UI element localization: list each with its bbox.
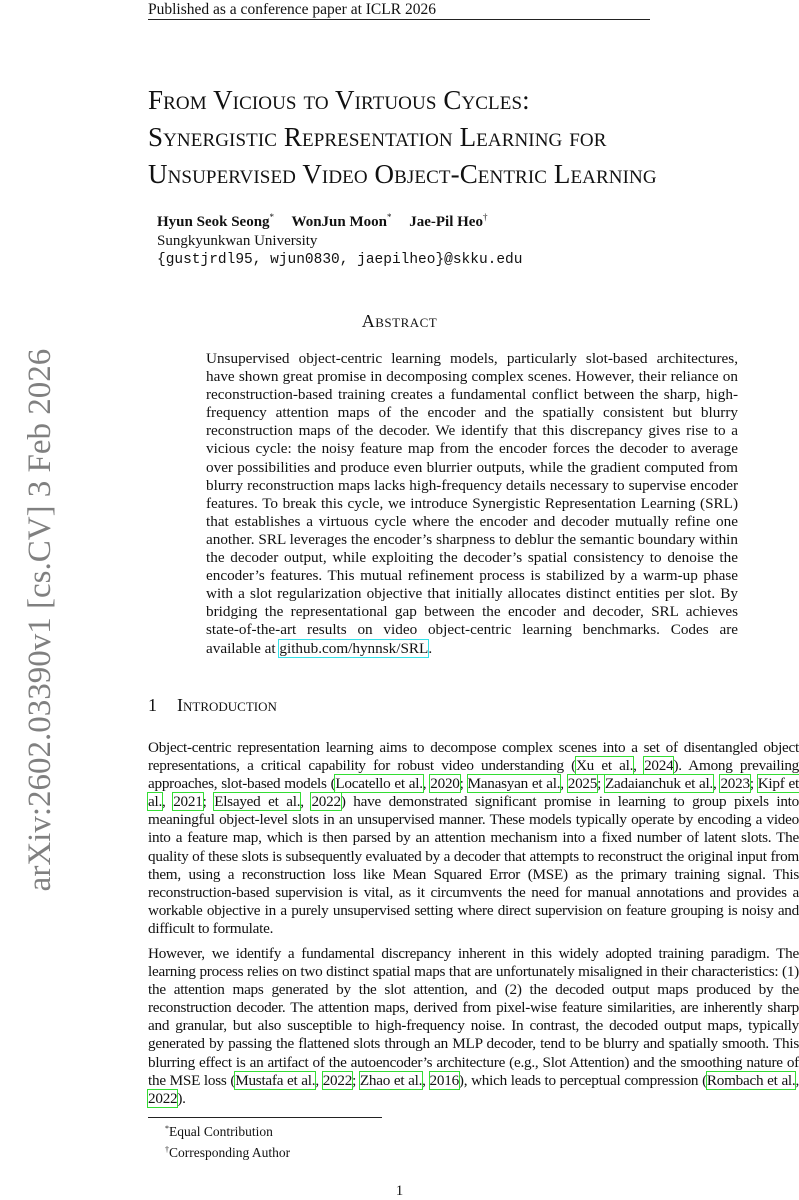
abstract-body xyxy=(206,350,738,658)
affiliation: Sungkyunkwan University xyxy=(157,233,318,249)
footnote-text: Corresponding Author xyxy=(169,1145,291,1160)
intro-paragraph-1: Object-centric representation learning aims to decompose complex scenes into a set of disentangled object representations, a critical capability for robust video understanding (Xu et al., 2024). Among prevailing approaches, slot-based models (Locatello et al., 2020; Manasyan et al., 2025; Zadaianchuk et al., 2023; Kipf et al., 2021; Elsayed et al., 2022) have demonstrated significant promise in learning to group pixels into meaningful object-level slots in an unsupervised manner. These models typically operate by encoding a video into a feature map, which is then parsed by an attention mechanism into a fixed number of latent slots. The quality of these slots is subsequently evaluated by a decoder that attempts to reconstruct the original input from them, using a reconstruction loss like Mean Squared Error (MSE) as the primary training signal. This reconstruction-based supervision is vital, as it circumvents the need for manual annotations and provides a workable objective in a purely unsupervised setting where direct supervision on feature grouping is noisy and difficult to formulate. xyxy=(148,739,799,937)
citation-link[interactable]: Xu et al. xyxy=(575,757,634,775)
abstract-heading: Abstract xyxy=(361,311,438,331)
footnote-corresponding-author xyxy=(165,1141,290,1162)
author-names xyxy=(157,208,522,232)
citation-year-link[interactable]: 2025 xyxy=(567,775,598,793)
header-rule xyxy=(148,19,650,20)
page-number: 1 xyxy=(395,1183,404,1199)
abstract-text: Unsupervised object-centric learning models, particularly slot-based architectures, have shown great promise in decomposing complex scenes. However, their reliance on reconstruction-based training creates a fundamental conflict between the sharp, high-frequency attention maps of the encoder and the spatially consistent but blurry reconstruction maps of the decoder. We identify that this discrepancy gives rise to a vicious cycle: the noisy feature map from the encoder forces the decoder to average over possibilities and produce even blurrier outputs, while the gradient computed from blurry reconstruction maps lacks high-frequency details necessary to supervise encoder features. To break this cycle, we introduce Synergistic Representation Learning (SRL) that establishes a virtuous cycle where the encoder and decoder mutually refine one another. SRL leverages the encoder’s sharpness to deblur the semantic boundary within the decoder output, while exploiting the decoder’s spatial consistency to denoise the encoder’s features. This mutual refinement process is stabilized by a warm-up phase with a slot regularization objective that initially allocates distinct entities per slot. By bridging the representational gap between the encoder and decoder, SRL achieves state-of-the-art results on video object-centric learning benchmarks. Codes are available at xyxy=(206,350,738,657)
abstract-text-end: . xyxy=(428,639,433,657)
citation-link[interactable]: Kipf et al. xyxy=(148,775,799,811)
footnote-rule xyxy=(148,1117,382,1118)
paper-title xyxy=(148,82,657,193)
author-mark: * xyxy=(386,212,392,222)
citation-year-link[interactable]: 2023 xyxy=(720,775,750,793)
citation-link[interactable]: Manasyan et al. xyxy=(467,775,561,793)
citation-year-link[interactable]: 2020 xyxy=(430,775,460,793)
section-heading-introduction xyxy=(148,695,277,716)
paragraph-text: Object-centric representation learning aims to decompose complex scenes into a set of disentangled object representations, a critical capability for robust video understanding ( xyxy=(148,739,799,775)
citation-year-link[interactable]: 2022 xyxy=(148,1089,178,1107)
author-block xyxy=(157,208,522,270)
footnotes xyxy=(165,1120,290,1162)
footnote-text: Equal Contribution xyxy=(169,1124,273,1139)
citation-year-link[interactable]: 2024 xyxy=(644,757,674,775)
intro-paragraph-2: However, we identify a fundamental discrepancy inherent in this widely adopted training paradigm. The learning process relies on two distinct spatial maps that are unfortunately misaligned in their characteristics: (1) the attention maps generated by the slot attention, and (2) the decoded output maps produced by the reconstruction decoder. The attention maps, derived from pixel-wise feature similarities, are inherently sharp and granular, but also susceptible to high-frequency noise. In contrast, the decoded output maps, typically generated by passing the flattened slots through an MLP decoder, tend to be blurry and spatially smooth. This blurring effect is an artifact of the autoencoder’s architecture (e.g., Slot Attention) and the smoothing nature of the MSE loss (Mustafa et al., 2022; Zhao et al., 2016), which leads to perceptual compression (Rombach et al., 2022). xyxy=(148,945,799,1107)
paragraph-text: ), which leads to perceptual compression ( xyxy=(458,1071,707,1089)
arxiv-stamp: arXiv:2602.03390v1 [cs.CV] 3 Feb 2026 xyxy=(22,348,58,892)
citation-link[interactable]: Rombach et al. xyxy=(706,1071,796,1089)
citation-year-link[interactable]: 2022 xyxy=(311,793,341,811)
paragraph-text: However, we identify a fundamental discrepancy inherent in this widely adopted training paradigm. The learning process relies on two distinct spatial maps that are unfortunately misaligned in their characteristics: (1) the attention maps generated by the slot attention, and (2) the decoded output maps produced by the reconstruction decoder. The attention maps, derived from pixel-wise feature similarities, are inherently sharp and granular, but also susceptible to high-frequency noise. In contrast, the decoded output maps, typically generated by passing the flattened slots through an MLP decoder, tend to be blurry and spatially smooth. This blurring effect is an artifact of the autoencoder’s architecture (e.g., Slot Attention) and the smoothing nature of the MSE loss ( xyxy=(148,945,799,1089)
author-name: Hyun Seok Seong xyxy=(157,214,270,230)
title-line-2: Synergistic Representation Learning for xyxy=(148,122,607,152)
citation-link[interactable]: Zhao et al. xyxy=(359,1071,423,1089)
section-title: Introduction xyxy=(177,695,277,715)
author-name: Jae-Pil Heo xyxy=(409,214,483,230)
paragraph-text: ). xyxy=(177,1089,186,1107)
title-line-1: From Vicious to Virtuous Cycles: xyxy=(148,85,530,115)
citation-link[interactable]: Locatello et al. xyxy=(335,775,423,793)
footnote-mark: * xyxy=(165,1124,169,1133)
footnote-equal-contribution xyxy=(165,1120,290,1141)
citation-year-link[interactable]: 2021 xyxy=(173,793,203,811)
running-head: Published as a conference paper at ICLR 2026 xyxy=(148,1,436,18)
code-link[interactable]: github.com/hynnsk/SRL xyxy=(279,639,429,657)
paragraph-text: ). Among prevailing approaches, slot-based models ( xyxy=(148,757,799,793)
section-number: 1 xyxy=(148,695,157,715)
citation-link[interactable]: Zadaianchuk et al. xyxy=(604,775,713,793)
citation-year-link[interactable]: 2022 xyxy=(322,1071,353,1089)
citation-link[interactable]: Elsayed et al. xyxy=(214,793,301,811)
footnote-mark: † xyxy=(165,1145,169,1154)
author-name: WonJun Moon xyxy=(291,214,387,230)
paragraph-text: ) have demonstrated significant promise in learning to group pixels into meaningful object-level slots in an unsupervised manner. These models typically operate by encoding a video into a feature map, which is then parsed by an attention mechanism into a fixed number of latent slots. The quality of these slots is subsequently evaluated by a decoder that attempts to reconstruct the original input from them, using a reconstruction loss like Mean Squared Error (MSE) as the primary training signal. This reconstruction-based supervision is vital, as it circumvents the need for manual annotations and provides a workable objective in a purely unsupervised setting where direct supervision on feature grouping is noisy and difficult to formulate. xyxy=(148,793,799,937)
citation-link[interactable]: Mustafa et al. xyxy=(235,1071,316,1089)
author-emails: {gustjrdl95, wjun0830, jaepilheo}@skku.edu xyxy=(157,252,523,268)
author-mark: * xyxy=(269,212,275,222)
author-mark: † xyxy=(482,212,488,222)
citation-year-link[interactable]: 2016 xyxy=(429,1071,459,1089)
title-line-3: Unsupervised Video Object-Centric Learning xyxy=(148,159,657,189)
